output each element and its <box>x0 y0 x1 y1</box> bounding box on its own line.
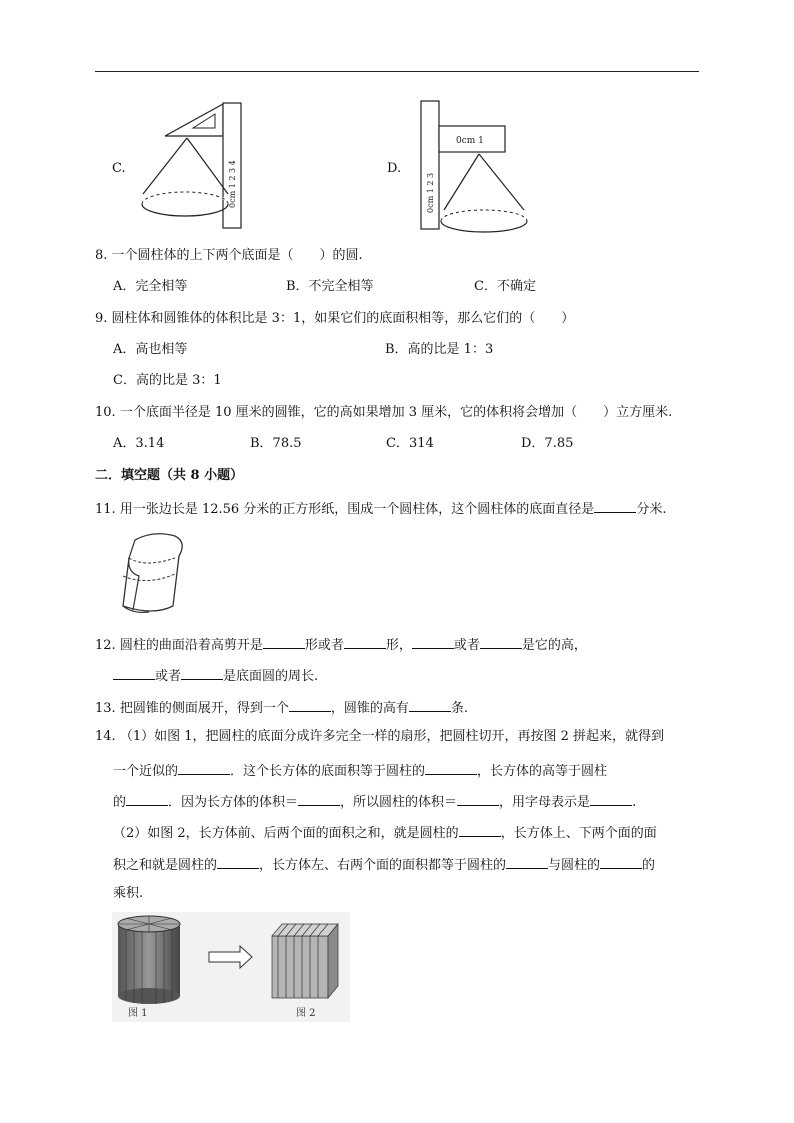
box-d-text: 0cm 1 <box>456 136 484 146</box>
q12-blank-1[interactable] <box>263 634 305 649</box>
q13-text: ，圆锥的高有 <box>330 701 409 716</box>
question-8-text: 一个圆柱体的上下两个底面是（ ）的圆. <box>111 248 363 263</box>
q14-text: ．因为长方体的体积＝ <box>168 795 299 810</box>
question-10-number: 10. <box>95 405 116 420</box>
option-d-label: D. <box>387 161 402 176</box>
question-11-unit: 分米. <box>636 502 667 517</box>
q14-blank-8[interactable] <box>217 854 259 869</box>
q14-blank-2[interactable] <box>425 760 477 775</box>
question-8-number: 8. <box>95 248 108 263</box>
q13-text: 把圆锥的侧面展开，得到一个 <box>119 701 289 716</box>
q14-text: ．这个长方体的底面积等于圆柱的 <box>230 764 426 779</box>
q14-text: ，长方体的高等于圆柱 <box>477 764 608 779</box>
q14-text: 与圆柱的 <box>548 858 601 873</box>
q14-blank-6[interactable] <box>590 791 632 806</box>
figure-rolled-paper-cylinder <box>113 528 193 618</box>
q12-text: 或者 <box>155 669 182 684</box>
q10-option-a[interactable]: A．3.14 <box>113 436 165 451</box>
q14-text: . <box>632 795 637 810</box>
section-2-title: 二．填空题（共 8 小题） <box>95 468 244 483</box>
q14-text: ，所以圆柱的体积＝ <box>340 795 458 810</box>
question-9-number: 9. <box>95 311 108 326</box>
question-8 <box>95 247 363 265</box>
question-12-line-1 <box>95 634 587 655</box>
q14-text: 一个近似的 <box>113 764 179 779</box>
question-12-line-2 <box>113 665 318 686</box>
figure-1-label: 图 1 <box>128 1008 148 1019</box>
q14-text: 的 <box>113 795 127 810</box>
q12-text: 或者 <box>453 638 480 653</box>
q12-blank-6[interactable] <box>181 665 223 680</box>
q14-text: （2）如图 2，长方体前、后两个面的面积之和，就是圆柱的 <box>113 826 459 841</box>
q12-text: 圆柱的曲面沿着高剪开是 <box>119 638 263 653</box>
q14-text: ，长方体上、下两个面的面 <box>500 826 657 841</box>
question-11-text: 用一张边长是 12.56 分米的正方形纸，围成一个圆柱体，这个圆柱体的底面直径是 <box>119 502 595 517</box>
question-14-line-2 <box>113 760 607 781</box>
question-14-line-3 <box>113 791 636 812</box>
ruler-c-text: 0cm 1 2 3 4 <box>228 160 237 208</box>
q12-text: 是它的高， <box>521 638 587 653</box>
top-rule <box>95 71 699 72</box>
q14-blank-4[interactable] <box>298 791 340 806</box>
question-10-text: 一个底面半径是 10 厘米的圆锥，它的高如果增加 3 厘米，它的体积将会增加（ ）立方厘米. <box>119 405 673 420</box>
q14-blank-1[interactable] <box>178 760 230 775</box>
q10-option-b[interactable]: B．78.5 <box>250 436 302 451</box>
q14-text: 的 <box>642 858 656 873</box>
ruler-d-text: 0cm 1 2 3 <box>426 172 435 213</box>
question-11 <box>95 498 666 519</box>
question-14-line-6: 乘积. <box>113 886 144 901</box>
q14-blank-5[interactable] <box>457 791 499 806</box>
question-14-line-1 <box>95 728 664 746</box>
q8-option-c[interactable]: C．不确定 <box>474 279 536 294</box>
q8-option-a[interactable]: A．完全相等 <box>113 279 188 294</box>
question-9 <box>95 310 574 328</box>
question-9-text: 圆柱体和圆锥体的体积比是 3：1，如果它们的底面积相等，那么它们的（ ） <box>111 311 575 326</box>
q14-text: （1）如图 1，把圆柱的底面分成许多完全一样的扇形，把圆柱切开，再按图 2 拼起来，就得到 <box>119 729 665 744</box>
q14-blank-7[interactable] <box>459 822 501 837</box>
q13-blank-2[interactable] <box>409 697 451 712</box>
q10-option-d[interactable]: D．7.85 <box>521 436 574 451</box>
q9-option-c[interactable]: C．高的比是 3：1 <box>113 373 222 388</box>
question-12-number: 12. <box>95 638 116 653</box>
q12-text: 是底面圆的周长. <box>223 669 319 684</box>
q14-blank-9[interactable] <box>506 854 548 869</box>
q12-text: 形， <box>385 638 412 653</box>
q8-option-b[interactable]: B．不完全相等 <box>286 279 374 294</box>
q13-text: 条. <box>450 701 468 716</box>
q11-blank[interactable] <box>594 498 636 513</box>
figure-cylinder-to-cuboid <box>112 912 350 1022</box>
question-10 <box>95 404 672 422</box>
q12-blank-3[interactable] <box>412 634 454 649</box>
q14-text: 积之和就是圆柱的 <box>113 858 218 873</box>
q9-option-b[interactable]: B．高的比是 1：3 <box>385 342 494 357</box>
q14-blank-10[interactable] <box>600 854 642 869</box>
figure-d-cone-ruler <box>416 98 531 238</box>
question-14-line-4 <box>113 822 657 843</box>
option-c-label: C. <box>112 161 126 176</box>
q10-option-c[interactable]: C．314 <box>386 436 434 451</box>
q12-blank-5[interactable] <box>113 665 155 680</box>
question-11-number: 11. <box>95 502 116 517</box>
figure-c-cone-ruler <box>135 98 250 233</box>
figure-2-label: 图 2 <box>296 1008 316 1019</box>
question-13 <box>95 697 468 718</box>
question-14-number: 14. <box>95 729 116 744</box>
question-14-line-5 <box>113 854 655 875</box>
q14-text: ，用字母表示是 <box>499 795 591 810</box>
q12-blank-2[interactable] <box>344 634 386 649</box>
question-13-number: 13. <box>95 701 116 716</box>
q9-option-a[interactable]: A．高也相等 <box>113 342 188 357</box>
q14-text: ，长方体左、右两个面的面积都等于圆柱的 <box>259 858 507 873</box>
q13-blank-1[interactable] <box>289 697 331 712</box>
q12-blank-4[interactable] <box>480 634 522 649</box>
q14-blank-3[interactable] <box>126 791 168 806</box>
q12-text: 形或者 <box>304 638 344 653</box>
